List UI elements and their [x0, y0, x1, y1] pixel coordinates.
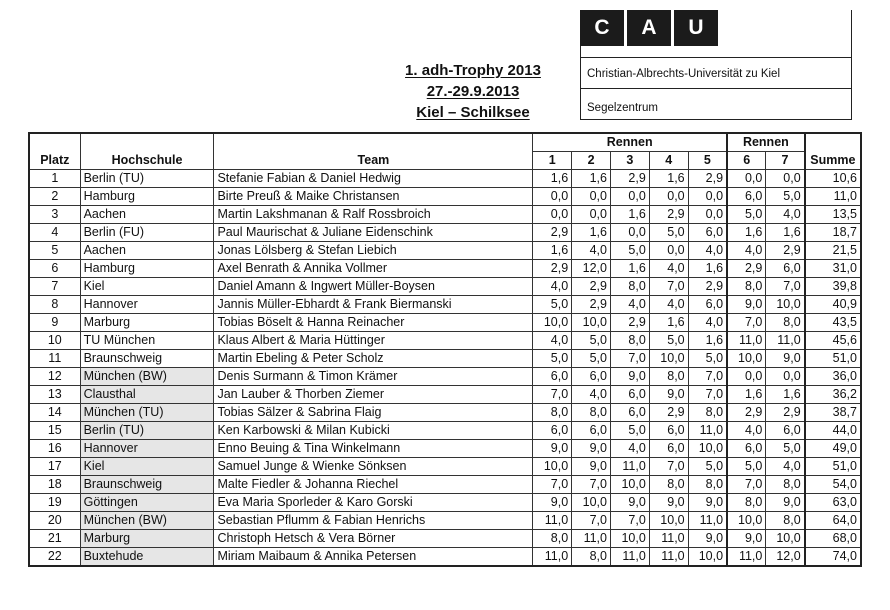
- cell-platz: 6: [29, 260, 80, 278]
- cell-race-2: 9,0: [572, 440, 611, 458]
- cell-race-4: 7,0: [649, 458, 688, 476]
- cell-summe: 40,9: [805, 296, 861, 314]
- cell-race-5: 4,0: [688, 242, 727, 260]
- cell-race-2: 6,0: [572, 368, 611, 386]
- table-row: [29, 170, 861, 188]
- table-row: [29, 188, 861, 206]
- cell-race-5: 2,9: [688, 170, 727, 188]
- table-row: [29, 548, 861, 567]
- cell-race-7: 0,0: [766, 368, 805, 386]
- logo-divider: [581, 57, 851, 58]
- cell-team: Daniel Amann & Ingwert Müller-Boysen: [214, 278, 533, 296]
- cell-summe: 54,0: [805, 476, 861, 494]
- table-row: [29, 458, 861, 476]
- cell-race-2: 9,0: [572, 458, 611, 476]
- cell-race-2: 6,0: [572, 422, 611, 440]
- table-row: [29, 404, 861, 422]
- table-row: [29, 422, 861, 440]
- cell-race-4: 4,0: [649, 296, 688, 314]
- header-race-4: 4: [649, 152, 688, 170]
- cell-race-7: 6,0: [766, 422, 805, 440]
- table-row: [29, 530, 861, 548]
- cell-race-5: 1,6: [688, 332, 727, 350]
- cell-race-5: 11,0: [688, 422, 727, 440]
- cell-race-2: 0,0: [572, 188, 611, 206]
- cell-platz: 17: [29, 458, 80, 476]
- cell-hochschule: München (BW): [80, 368, 214, 386]
- cell-race-1: 9,0: [533, 494, 572, 512]
- cell-race-4: 8,0: [649, 368, 688, 386]
- cell-race-6: 1,6: [727, 386, 766, 404]
- cell-race-7: 11,0: [766, 332, 805, 350]
- logo-divider: [581, 88, 851, 89]
- header-race-7: 7: [766, 152, 805, 170]
- cell-race-4: 8,0: [649, 476, 688, 494]
- cell-race-2: 11,0: [572, 530, 611, 548]
- cell-race-1: 10,0: [533, 314, 572, 332]
- logo-letter-a: A: [627, 10, 671, 46]
- cell-race-7: 8,0: [766, 476, 805, 494]
- cell-race-6: 8,0: [727, 278, 766, 296]
- cell-team: Paul Maurischat & Juliane Eidenschink: [214, 224, 533, 242]
- cell-race-6: 2,9: [727, 404, 766, 422]
- cell-race-1: 1,6: [533, 170, 572, 188]
- cell-team: Martin Ebeling & Peter Scholz: [214, 350, 533, 368]
- cell-team: Tobias Sälzer & Sabrina Flaig: [214, 404, 533, 422]
- cell-summe: 36,2: [805, 386, 861, 404]
- cell-summe: 21,5: [805, 242, 861, 260]
- cell-summe: 68,0: [805, 530, 861, 548]
- cell-race-1: 11,0: [533, 512, 572, 530]
- cell-team: Tobias Böselt & Hanna Reinacher: [214, 314, 533, 332]
- cell-platz: 20: [29, 512, 80, 530]
- cell-race-7: 9,0: [766, 350, 805, 368]
- cell-race-3: 1,6: [610, 260, 649, 278]
- cell-race-1: 6,0: [533, 368, 572, 386]
- table-row: [29, 260, 861, 278]
- table-row: [29, 494, 861, 512]
- cell-race-4: 2,9: [649, 206, 688, 224]
- cell-race-7: 8,0: [766, 314, 805, 332]
- header-rennen-1-5: Rennen: [533, 133, 727, 152]
- cell-platz: 3: [29, 206, 80, 224]
- cell-race-5: 6,0: [688, 224, 727, 242]
- cell-race-3: 7,0: [610, 512, 649, 530]
- cell-hochschule: Hamburg: [80, 188, 214, 206]
- table-row: [29, 350, 861, 368]
- cell-race-5: 4,0: [688, 314, 727, 332]
- cell-summe: 74,0: [805, 548, 861, 567]
- cell-race-7: 9,0: [766, 494, 805, 512]
- cell-team: Klaus Albert & Maria Hüttinger: [214, 332, 533, 350]
- cell-race-7: 0,0: [766, 170, 805, 188]
- header-race-1: 1: [533, 152, 572, 170]
- cell-race-1: 4,0: [533, 278, 572, 296]
- cell-hochschule: Hannover: [80, 440, 214, 458]
- cell-race-1: 5,0: [533, 350, 572, 368]
- event-location: Kiel – Schilksee: [416, 104, 530, 121]
- cell-hochschule: Kiel: [80, 278, 214, 296]
- cell-race-1: 7,0: [533, 386, 572, 404]
- cell-team: Sebastian Pflumm & Fabian Henrichs: [214, 512, 533, 530]
- cell-race-6: 4,0: [727, 422, 766, 440]
- cell-summe: 18,7: [805, 224, 861, 242]
- cell-summe: 51,0: [805, 350, 861, 368]
- cell-platz: 1: [29, 170, 80, 188]
- results-table: [28, 132, 862, 567]
- header-blank: [214, 133, 533, 152]
- cell-race-7: 2,9: [766, 242, 805, 260]
- cell-race-1: 6,0: [533, 422, 572, 440]
- cell-platz: 19: [29, 494, 80, 512]
- cell-race-4: 5,0: [649, 332, 688, 350]
- cell-platz: 10: [29, 332, 80, 350]
- cell-platz: 16: [29, 440, 80, 458]
- cell-platz: 2: [29, 188, 80, 206]
- cell-hochschule: Berlin (TU): [80, 422, 214, 440]
- cell-race-4: 6,0: [649, 422, 688, 440]
- cell-summe: 51,0: [805, 458, 861, 476]
- cell-summe: 11,0: [805, 188, 861, 206]
- university-name: Christian-Albrechts-Universität zu Kiel: [587, 68, 781, 80]
- cell-hochschule: Marburg: [80, 314, 214, 332]
- event-dates: 27.-29.9.2013: [426, 83, 520, 100]
- cell-race-3: 6,0: [610, 404, 649, 422]
- cell-hochschule: Hamburg: [80, 260, 214, 278]
- cell-race-1: 8,0: [533, 530, 572, 548]
- cell-race-1: 7,0: [533, 476, 572, 494]
- cell-race-5: 9,0: [688, 530, 727, 548]
- cell-race-4: 9,0: [649, 386, 688, 404]
- cell-race-6: 5,0: [727, 458, 766, 476]
- cell-race-2: 4,0: [572, 386, 611, 404]
- cell-race-3: 4,0: [610, 296, 649, 314]
- cell-platz: 5: [29, 242, 80, 260]
- cell-race-3: 8,0: [610, 278, 649, 296]
- cell-platz: 18: [29, 476, 80, 494]
- header-race-5: 5: [688, 152, 727, 170]
- cell-platz: 21: [29, 530, 80, 548]
- header-hochschule: Hochschule: [80, 152, 214, 170]
- table-row: [29, 440, 861, 458]
- header-row: [29, 152, 861, 170]
- cell-hochschule: Buxtehude: [80, 548, 214, 567]
- cell-race-4: 0,0: [649, 188, 688, 206]
- cell-race-3: 6,0: [610, 386, 649, 404]
- cell-race-4: 10,0: [649, 512, 688, 530]
- header-race-2: 2: [572, 152, 611, 170]
- cell-team: Jonas Lölsberg & Stefan Liebich: [214, 242, 533, 260]
- table-row: [29, 242, 861, 260]
- cell-race-7: 7,0: [766, 278, 805, 296]
- cell-hochschule: Göttingen: [80, 494, 214, 512]
- cell-race-4: 1,6: [649, 170, 688, 188]
- cell-team: Miriam Maibaum & Annika Petersen: [214, 548, 533, 567]
- cell-race-5: 7,0: [688, 386, 727, 404]
- cell-race-1: 4,0: [533, 332, 572, 350]
- cell-race-3: 10,0: [610, 476, 649, 494]
- cell-hochschule: Braunschweig: [80, 350, 214, 368]
- header-race-3: 3: [610, 152, 649, 170]
- cell-hochschule: Hannover: [80, 296, 214, 314]
- table-row: [29, 296, 861, 314]
- cell-race-1: 8,0: [533, 404, 572, 422]
- cell-race-2: 2,9: [572, 278, 611, 296]
- cell-race-4: 7,0: [649, 278, 688, 296]
- cell-race-5: 9,0: [688, 494, 727, 512]
- header-blank: [80, 133, 214, 152]
- cell-race-1: 2,9: [533, 224, 572, 242]
- cell-race-5: 10,0: [688, 548, 727, 567]
- cell-team: Eva Maria Sporleder & Karo Gorski: [214, 494, 533, 512]
- cell-race-6: 11,0: [727, 548, 766, 567]
- header-row-group: [29, 133, 861, 152]
- cell-summe: 63,0: [805, 494, 861, 512]
- department-name: Segelzentrum: [587, 102, 658, 114]
- cell-race-1: 11,0: [533, 548, 572, 567]
- cell-race-5: 2,9: [688, 278, 727, 296]
- cell-race-7: 1,6: [766, 386, 805, 404]
- cell-hochschule: Kiel: [80, 458, 214, 476]
- cell-summe: 43,5: [805, 314, 861, 332]
- cell-race-6: 7,0: [727, 314, 766, 332]
- cell-hochschule: München (TU): [80, 404, 214, 422]
- cell-race-3: 11,0: [610, 458, 649, 476]
- cell-race-3: 7,0: [610, 350, 649, 368]
- logo-letter-c: C: [580, 10, 624, 46]
- cell-race-4: 5,0: [649, 224, 688, 242]
- cell-race-5: 8,0: [688, 476, 727, 494]
- cell-race-1: 1,6: [533, 242, 572, 260]
- cell-race-2: 2,9: [572, 296, 611, 314]
- cell-summe: 36,0: [805, 368, 861, 386]
- cell-race-5: 7,0: [688, 368, 727, 386]
- cell-race-7: 4,0: [766, 206, 805, 224]
- cell-team: Jan Lauber & Thorben Ziemer: [214, 386, 533, 404]
- cell-race-3: 5,0: [610, 242, 649, 260]
- cell-hochschule: Clausthal: [80, 386, 214, 404]
- cell-race-2: 10,0: [572, 494, 611, 512]
- cell-summe: 38,7: [805, 404, 861, 422]
- cell-platz: 14: [29, 404, 80, 422]
- cell-race-6: 8,0: [727, 494, 766, 512]
- cell-race-1: 0,0: [533, 188, 572, 206]
- cell-race-4: 11,0: [649, 530, 688, 548]
- cell-race-7: 5,0: [766, 188, 805, 206]
- cell-race-6: 7,0: [727, 476, 766, 494]
- cell-race-3: 0,0: [610, 188, 649, 206]
- cell-race-5: 10,0: [688, 440, 727, 458]
- cell-race-2: 10,0: [572, 314, 611, 332]
- cell-race-6: 11,0: [727, 332, 766, 350]
- cell-summe: 45,6: [805, 332, 861, 350]
- cell-team: Axel Benrath & Annika Vollmer: [214, 260, 533, 278]
- cell-race-2: 1,6: [572, 170, 611, 188]
- table-row: [29, 332, 861, 350]
- cell-race-6: 1,6: [727, 224, 766, 242]
- cell-race-4: 11,0: [649, 548, 688, 567]
- cell-summe: 10,6: [805, 170, 861, 188]
- table-row: [29, 206, 861, 224]
- table-row: [29, 476, 861, 494]
- cell-race-3: 9,0: [610, 368, 649, 386]
- cell-race-6: 4,0: [727, 242, 766, 260]
- cell-race-4: 9,0: [649, 494, 688, 512]
- table-row: [29, 314, 861, 332]
- cell-team: Martin Lakshmanan & Ralf Rossbroich: [214, 206, 533, 224]
- table-row: [29, 368, 861, 386]
- cell-team: Stefanie Fabian & Daniel Hedwig: [214, 170, 533, 188]
- cell-race-6: 9,0: [727, 296, 766, 314]
- cell-hochschule: Berlin (FU): [80, 224, 214, 242]
- table-row: [29, 512, 861, 530]
- cell-race-2: 0,0: [572, 206, 611, 224]
- cell-race-4: 6,0: [649, 440, 688, 458]
- cell-team: Jannis Müller-Ebhardt & Frank Biermanski: [214, 296, 533, 314]
- cell-race-1: 5,0: [533, 296, 572, 314]
- cell-race-5: 6,0: [688, 296, 727, 314]
- cell-race-7: 4,0: [766, 458, 805, 476]
- cell-race-6: 6,0: [727, 440, 766, 458]
- table-row: [29, 278, 861, 296]
- cell-race-4: 10,0: [649, 350, 688, 368]
- cell-hochschule: TU München: [80, 332, 214, 350]
- cell-race-4: 1,6: [649, 314, 688, 332]
- cell-team: Enno Beuing & Tina Winkelmann: [214, 440, 533, 458]
- cell-hochschule: Marburg: [80, 530, 214, 548]
- cell-race-2: 8,0: [572, 404, 611, 422]
- cell-summe: 64,0: [805, 512, 861, 530]
- cau-logo: [580, 10, 852, 120]
- cell-team: Christoph Hetsch & Vera Börner: [214, 530, 533, 548]
- logo-letters: [580, 10, 721, 46]
- cell-race-5: 0,0: [688, 188, 727, 206]
- cell-summe: 49,0: [805, 440, 861, 458]
- cell-hochschule: Braunschweig: [80, 476, 214, 494]
- cell-race-5: 5,0: [688, 350, 727, 368]
- cell-platz: 9: [29, 314, 80, 332]
- cell-platz: 22: [29, 548, 80, 567]
- cell-race-7: 5,0: [766, 440, 805, 458]
- cell-team: Denis Surmann & Timon Krämer: [214, 368, 533, 386]
- cell-summe: 44,0: [805, 422, 861, 440]
- cell-race-6: 10,0: [727, 512, 766, 530]
- cell-race-6: 2,9: [727, 260, 766, 278]
- cell-race-1: 9,0: [533, 440, 572, 458]
- header-summe: Summe: [805, 152, 861, 170]
- cell-race-3: 2,9: [610, 314, 649, 332]
- table-row: [29, 386, 861, 404]
- cell-race-3: 2,9: [610, 170, 649, 188]
- header-race-6: 6: [727, 152, 766, 170]
- cell-platz: 11: [29, 350, 80, 368]
- cell-race-1: 2,9: [533, 260, 572, 278]
- cell-race-2: 12,0: [572, 260, 611, 278]
- cell-race-1: 10,0: [533, 458, 572, 476]
- cell-team: Ken Karbowski & Milan Kubicki: [214, 422, 533, 440]
- header-platz: Platz: [29, 152, 80, 170]
- cell-platz: 4: [29, 224, 80, 242]
- cell-race-5: 1,6: [688, 260, 727, 278]
- cell-race-3: 11,0: [610, 548, 649, 567]
- logo-letter-u: U: [674, 10, 718, 46]
- cell-team: Birte Preuß & Maike Christansen: [214, 188, 533, 206]
- cell-race-2: 4,0: [572, 242, 611, 260]
- cell-race-7: 10,0: [766, 296, 805, 314]
- cell-race-3: 4,0: [610, 440, 649, 458]
- cell-race-2: 5,0: [572, 332, 611, 350]
- cell-race-7: 1,6: [766, 224, 805, 242]
- cell-race-4: 2,9: [649, 404, 688, 422]
- cell-race-3: 8,0: [610, 332, 649, 350]
- cell-summe: 13,5: [805, 206, 861, 224]
- cell-hochschule: Aachen: [80, 242, 214, 260]
- cell-platz: 7: [29, 278, 80, 296]
- table-row: [29, 224, 861, 242]
- cell-race-7: 2,9: [766, 404, 805, 422]
- cell-platz: 8: [29, 296, 80, 314]
- cell-race-7: 6,0: [766, 260, 805, 278]
- cell-race-2: 5,0: [572, 350, 611, 368]
- cell-race-6: 0,0: [727, 170, 766, 188]
- cell-race-4: 4,0: [649, 260, 688, 278]
- cell-race-3: 10,0: [610, 530, 649, 548]
- cell-race-5: 11,0: [688, 512, 727, 530]
- cell-team: Malte Fiedler & Johanna Riechel: [214, 476, 533, 494]
- cell-race-6: 6,0: [727, 188, 766, 206]
- cell-race-2: 1,6: [572, 224, 611, 242]
- cell-platz: 12: [29, 368, 80, 386]
- cell-race-6: 5,0: [727, 206, 766, 224]
- event-title: [378, 60, 568, 123]
- cell-race-6: 9,0: [727, 530, 766, 548]
- cell-hochschule: Berlin (TU): [80, 170, 214, 188]
- cell-race-5: 8,0: [688, 404, 727, 422]
- cell-race-7: 10,0: [766, 530, 805, 548]
- cell-race-7: 8,0: [766, 512, 805, 530]
- cell-race-5: 5,0: [688, 458, 727, 476]
- cell-race-4: 0,0: [649, 242, 688, 260]
- cell-hochschule: München (BW): [80, 512, 214, 530]
- cell-race-3: 1,6: [610, 206, 649, 224]
- cell-platz: 15: [29, 422, 80, 440]
- cell-race-2: 7,0: [572, 512, 611, 530]
- cell-race-6: 10,0: [727, 350, 766, 368]
- cell-race-2: 8,0: [572, 548, 611, 567]
- header-rennen-6-7: Rennen: [727, 133, 805, 152]
- cell-race-3: 5,0: [610, 422, 649, 440]
- cell-race-2: 7,0: [572, 476, 611, 494]
- cell-platz: 13: [29, 386, 80, 404]
- cell-race-1: 0,0: [533, 206, 572, 224]
- cell-team: Samuel Junge & Wienke Sönksen: [214, 458, 533, 476]
- event-name: 1. adh-Trophy 2013: [405, 62, 541, 79]
- header-team: Team: [214, 152, 533, 170]
- header-blank: [805, 133, 861, 152]
- cell-hochschule: Aachen: [80, 206, 214, 224]
- cell-race-3: 0,0: [610, 224, 649, 242]
- cell-race-5: 0,0: [688, 206, 727, 224]
- cell-summe: 39,8: [805, 278, 861, 296]
- cell-race-6: 0,0: [727, 368, 766, 386]
- cell-summe: 31,0: [805, 260, 861, 278]
- cell-race-7: 12,0: [766, 548, 805, 567]
- header-blank: [29, 133, 80, 152]
- cell-race-3: 9,0: [610, 494, 649, 512]
